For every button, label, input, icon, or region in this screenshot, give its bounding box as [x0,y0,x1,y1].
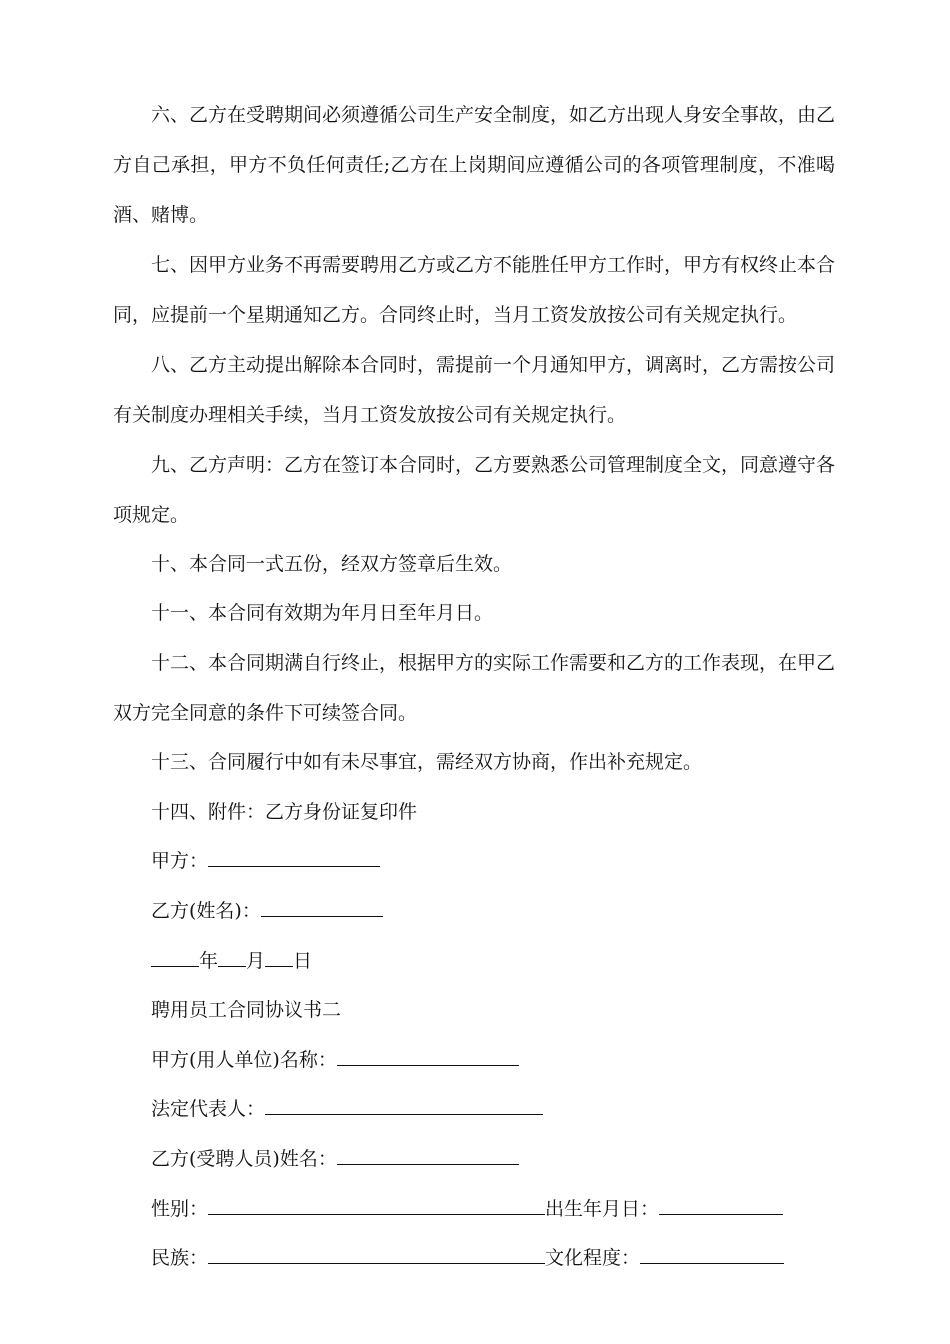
party-b-label: 乙方(姓名)： [151,900,261,922]
year-blank [151,946,199,967]
ethnicity-education-line [151,1233,784,1283]
clause-12: 十二、本合同期满自行终止，根据甲方的实际工作需要和乙方的工作表现，在甲乙双方完全同意的条件下可续签合同。 [113,652,836,724]
employee-label: 乙方(受聘人员)姓名： [151,1148,337,1170]
day-label: 日 [293,950,313,972]
clause-7: 七、因甲方业务不再需要聘用乙方或乙方不能胜任甲方工作时，甲方有权终止本合同，应提前一个星期通知乙方。合同终止时，当月工资发放按公司有关规定执行。 [113,254,836,326]
gender-blank [208,1194,545,1215]
education-label: 文化程度： [545,1247,641,1269]
day-blank [265,946,293,967]
party-a-blank [208,846,380,867]
legal-rep-blank [265,1094,543,1115]
employee-name-line [151,1134,519,1184]
clause-14: 十四、附件：乙方身份证复印件 [151,801,418,823]
employer-blank [337,1045,519,1066]
employer-name-line [151,1035,519,1085]
gender-label: 性别： [151,1198,209,1220]
clause-8: 八、乙方主动提出解除本合同时，需提前一个月通知甲方，调离时，乙方需按公司有关制度办理相关手续，当月工资发放按公司有关规定执行。 [113,354,836,426]
clause-11: 十一、本合同有效期为年月日至年月日。 [151,602,494,624]
birth-blank [659,1194,783,1215]
gender-birth-line [151,1184,783,1234]
clause-9: 九、乙方声明：乙方在签订本合同时，乙方要熟悉公司管理制度全文，同意遵守各项规定。 [113,454,836,526]
month-blank [218,946,246,967]
party-b-blank [261,896,383,917]
party-b-signature-line [151,886,383,936]
clause-13: 十三、合同履行中如有未尽事宜，需经双方协商，作出补充规定。 [151,751,703,773]
party-a-signature-line [151,836,380,886]
birth-label: 出生年月日： [545,1198,660,1220]
second-contract-title: 聘用员工合同协议书二 [151,999,342,1021]
year-label: 年 [199,950,219,972]
ethnicity-label: 民族： [151,1247,209,1269]
legal-rep-line [151,1084,543,1134]
month-label: 月 [246,950,266,972]
party-a-label: 甲方： [151,850,209,872]
employee-blank [337,1144,519,1165]
clause-10: 十、本合同一式五份，经双方签章后生效。 [151,553,513,575]
ethnicity-blank [208,1243,545,1264]
date-line [151,936,312,986]
legal-rep-label: 法定代表人： [151,1098,266,1120]
clause-6: 六、乙方在受聘期间必须遵循公司生产安全制度，如乙方出现人身安全事故，由乙方自己承担，甲方不负任何责任;乙方在上岗期间应遵循公司的各项管理制度，不准喝酒、赌博。 [113,104,836,226]
employer-label: 甲方(用人单位)名称： [151,1049,337,1071]
education-blank [640,1243,784,1264]
